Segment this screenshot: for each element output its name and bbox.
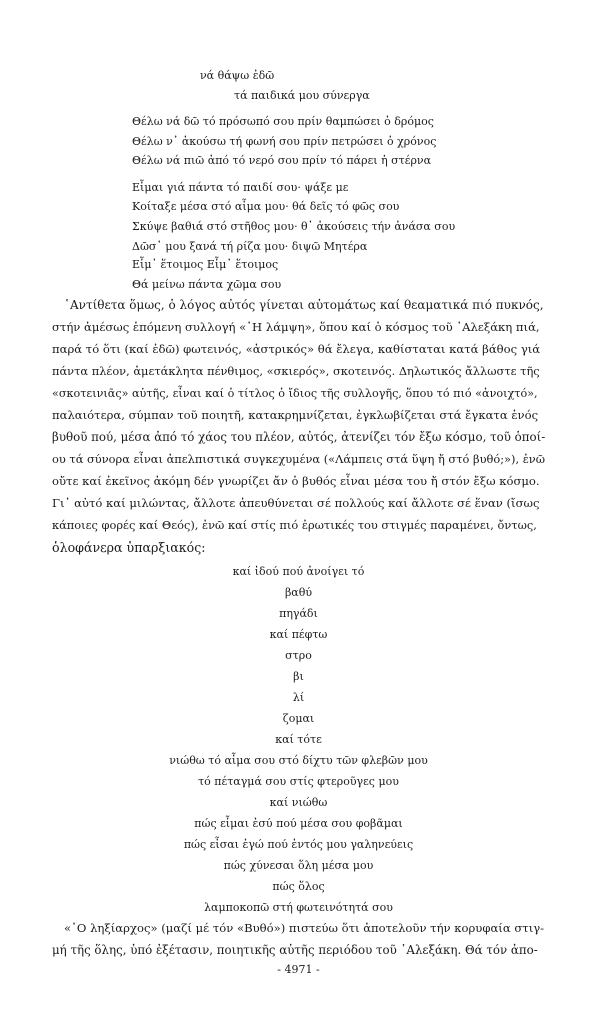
poem-line: βι: [293, 670, 304, 683]
prose-line: ου τά σύνορα εἶναι ἀπελπιστικά συγκεχυμένα («Λάμπεις στά ὕψη ἤ στό βυθό;»), ἐνῶ: [52, 452, 546, 466]
poem-line: νιώθω τό αἷμα σου στό δίχτυ τῶν φλεβῶν μου: [169, 754, 428, 767]
poem-line: τά παιδικά μου σύνεργα: [234, 89, 370, 102]
poem-line: Κοίταξε μέσα στό αἷμα μου· θά δεῖς τό φῶς σου: [132, 200, 400, 213]
poem-line: Δῶσ᾿ μου ξανά τή ρίζα μου· διψῶ Μητέρα: [132, 240, 368, 253]
poem-line: καί τότε: [275, 733, 322, 746]
poem-line: Θέλω ν᾿ ἀκούσω τή φωνή σου πρίν πετρώσει ὁ χρόνος: [132, 135, 437, 148]
poem-line: πώς εἶσαι ἐγώ πού ἐντός μου γαληνεύεις: [183, 838, 414, 851]
poem-line: λί: [292, 691, 305, 704]
poem-line: βαθύ: [284, 586, 313, 599]
prose-line: βυθοῦ πού, μέσα ἀπό τό χάος του πλέον, αὐτός, ἀτενίζει τόν ἔξω κόσμο, τοῦ ὁποί-: [52, 430, 546, 444]
poem-line: στρο: [285, 649, 312, 662]
poem-line: Εἶμαι γιά πάντα τό παιδί σου· ψάξε με: [132, 181, 349, 194]
prose-line: πάντα πλέον, ἀμετάκλητα πένθιμος, «σκιερός», σκοτεινός. Δηλωτικός ἄλλωστε τῆς: [52, 364, 540, 378]
poem-line: καί ἰδού πού ἀνοίγει τό: [232, 565, 365, 578]
poem-line: νά θάψω ἐδῶ: [200, 69, 275, 82]
prose-line: κάποιες φορές καί Θεός), ἐνῶ καί στίς πιό ἐρωτικές του στιγμές παραμένει, ὄντως,: [52, 518, 537, 532]
prose-line: μή τῆς ὅλης, ὑπό ἐξέτασιν, ποιητικῆς αὐτῆς περιόδου τοῦ ᾿Αλεξάκη. Θά τόν ἀπο-: [52, 943, 538, 957]
poem-line: λαμποκοπῶ στή φωτεινότητά σου: [204, 901, 393, 914]
poem-line: καί πέφτω: [269, 628, 328, 641]
prose-line: οὔτε καί ἐκεῖνος ἀκόμη δέν γνωρίζει ἄν ὁ βυθός εἶναι μέσα του ἤ στόν ἔξω κόσμο.: [52, 474, 540, 488]
poem-line: Θά μείνω πάντα χῶμα σου: [132, 278, 282, 291]
poem-line: πώς εἶμαι ἐσύ πού μέσα σου φοβᾶμαι: [194, 817, 403, 830]
prose-line: ῾Αντίθετα ὅμως, ὁ λόγος αὐτός γίνεται αὐτομάτως καί θεαματικά πιό πυκνός,: [64, 298, 544, 312]
poem-line: ζομαι: [282, 712, 315, 725]
prose-line: ὁλοφάνερα ὑπαρξιακός:: [52, 540, 206, 555]
prose-line: «῾Ο ληξίαρχος» (μαζί μέ τόν «Βυθό») πιστεύω ὅτι ἀποτελοῦν τήν κορυφαία στιγ-: [64, 921, 545, 935]
prose-line: παρά τό ὅτι (καί ἐδῶ) φωτεινός, «ἀστρικός» θά ἔλεγα, καθίσταται κατά βάθος γιά: [52, 342, 541, 356]
poem-line: πώς χύνεσαι ὅλη μέσα μου: [223, 859, 374, 872]
prose-line: Γι᾿ αὐτό καί μιλώντας, ἄλλοτε ἀπευθύνεται σέ πολλούς καί ἄλλοτε σέ ἕναν (ἴσως: [52, 496, 540, 510]
poem-line: Εἶμ᾿ ἕτοιμος Εἶμ᾿ ἕτοιμος: [132, 258, 279, 271]
page-number: - 4971 -: [277, 963, 320, 976]
prose-line: στήν ἀμέσως ἑπόμενη συλλογή «῾Η λάμψη», ὅπου καί ὁ κόσμος τοῦ ᾿Αλεξάκη πιά,: [52, 320, 540, 334]
poem-line: πηγάδι: [279, 607, 318, 620]
poem-line: τό πέταγμά σου στίς φτεροῦγες μου: [198, 775, 399, 788]
poem-line: Σκύψε βαθιά στό στῆθος μου· θ᾿ ἀκούσεις τήν ἀνάσα σου: [132, 220, 456, 233]
poem-line: Θέλω νά πιῶ ἀπό τό νερό σου πρίν τό πάρει ἡ στέρνα: [132, 154, 432, 167]
prose-line: παλαιότερα, σύμπαν τοῦ ποιητῆ, κατακρημνίζεται, ἐγκλωβίζεται στά ἔγκατα ἑνός: [52, 408, 539, 422]
poem-line: πώς ὅλος: [272, 880, 325, 893]
poem-line: Θέλω νά δῶ τό πρόσωπό σου πρίν θαμπώσει ὁ δρόμος: [132, 115, 434, 128]
prose-line: «σκοτεινιᾶς» αὐτῆς, εἶναι καί ὁ τίτλος ὁ ἴδιος τῆς συλλογῆς, ὅπου τό πιό «ἀνοιχτό»,: [52, 387, 538, 400]
poem-line: καί νιώθω: [269, 796, 328, 809]
